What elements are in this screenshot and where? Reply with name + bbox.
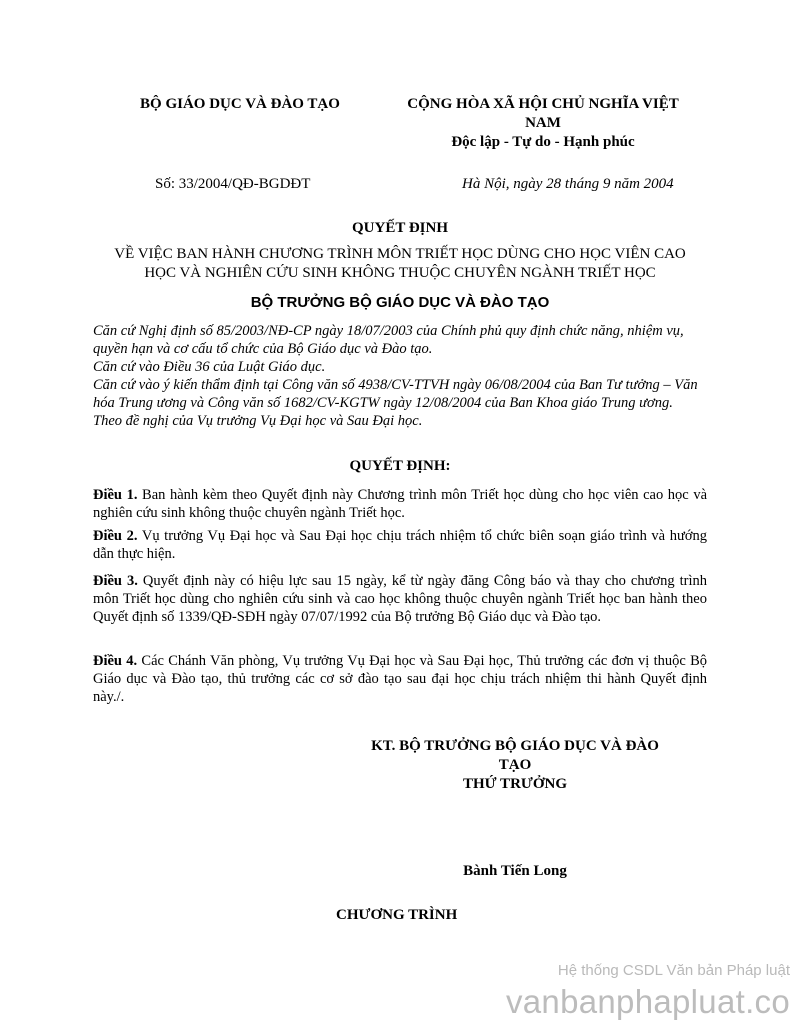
legal-basis: [93, 322, 713, 430]
article-text: Quyết định này có hiệu lực sau 15 ngày, kể từ ngày đăng Công báo và thay cho chương trình môn Triết học dùng cho nghiên cứu sinh và cao học không thuộc chuyên ngành Triết học ban hành theo Quyết định số 1339/QĐ-SĐH ngày 07/07/1992 của Bộ trưởng Bộ Giáo dục và Đào tạo.: [93, 573, 707, 625]
signer-name: Bành Tiến Long: [463, 863, 567, 879]
issuing-authority: BỘ TRƯỞNG BỘ GIÁO DỤC VÀ ĐÀO TẠO: [250, 294, 550, 311]
decides-heading: QUYẾT ĐỊNH:: [349, 458, 451, 474]
article-text: Ban hành kèm theo Quyết định này Chương trình môn Triết học dùng cho học viên cao học và nghiên cứu sinh không thuộc chuyên ngành Triết học.: [93, 487, 708, 521]
basis-item: Theo đề nghị của Vụ trưởng Vụ Đại học và Sau Đại học.: [93, 413, 423, 429]
article-label: Điều 3.: [93, 573, 138, 589]
article-label: Điều 2.: [93, 528, 138, 544]
national-motto: Độc lập - Tự do - Hạnh phúc: [451, 134, 635, 150]
signature-line-2: TẠO: [498, 757, 532, 773]
article-1: [93, 486, 707, 522]
basis-item: Căn cứ vào Điều 36 của Luật Giáo dục.: [93, 359, 326, 375]
decision-subtitle: [60, 245, 740, 283]
subtitle-line-2: HỌC VÀ NGHIÊN CỨU SINH KHÔNG THUỘC CHUYÊN NGÀNH TRIẾT HỌC: [144, 265, 656, 281]
program-heading: CHƯƠNG TRÌNH: [336, 907, 458, 923]
signature-block: [350, 737, 680, 794]
basis-item: Căn cứ Nghị định số 85/2003/NĐ-CP ngày 18/07/2003 của Chính phủ quy định chức năng, nhiệm vụ, quyền hạn và cơ cấu tổ chức của Bộ Giáo dục và Đào tạo.: [93, 323, 684, 357]
decision-title: QUYẾT ĐỊNH: [352, 220, 448, 236]
article-4: [93, 652, 707, 706]
article-label: Điều 4.: [93, 653, 138, 669]
article-label: Điều 1.: [93, 487, 138, 503]
article-text: Vụ trưởng Vụ Đại học và Sau Đại học chịu trách nhiệm tổ chức biên soạn giáo trình và hướng dẫn thực hiện.: [93, 528, 707, 562]
article-text: Các Chánh Văn phòng, Vụ trưởng Vụ Đại học và Sau Đại học, Thủ trưởng các đơn vị thuộc Bộ Giáo dục và Đào tạo, thủ trưởng các cơ sở đào tạo sau đại học chịu trách nhiệm thi hành Quyết định này./.: [93, 653, 707, 705]
subtitle-line-1: VỀ VIỆC BAN HÀNH CHƯƠNG TRÌNH MÔN TRIẾT HỌC DÙNG CHO HỌC VIÊN CAO: [114, 246, 686, 262]
document-number: Số: 33/2004/QĐ-BGDĐT: [155, 176, 311, 192]
article-3: [93, 572, 707, 626]
basis-item: Căn cứ vào ý kiến thẩm định tại Công văn số 4938/CV-TTVH ngày 06/08/2004 của Ban Tư tưởng – Văn hóa Trung ương và Công văn số 1682/CV-KGTW ngày 12/08/2004 của Ban Khoa giáo Trung ương.: [93, 377, 698, 411]
signature-title: THỨ TRƯỞNG: [462, 776, 568, 792]
republic-line-1: CỘNG HÒA XÃ HỘI CHỦ NGHĨA VIỆT: [407, 96, 679, 112]
article-2: [93, 527, 707, 563]
republic-line-2: NAM: [525, 115, 561, 131]
ministry-name: BỘ GIÁO DỤC VÀ ĐÀO TẠO: [140, 96, 340, 112]
watermark-system-text: Hệ thống CSDL Văn bản Pháp luật: [557, 962, 790, 979]
place-date: Hà Nội, ngày 28 tháng 9 năm 2004: [462, 176, 674, 192]
republic-name: [388, 95, 698, 152]
signature-line-1: KT. BỘ TRƯỞNG BỘ GIÁO DỤC VÀ ĐÀO: [371, 738, 659, 754]
watermark-site-text: vanbanphapluat.co: [505, 983, 790, 1020]
